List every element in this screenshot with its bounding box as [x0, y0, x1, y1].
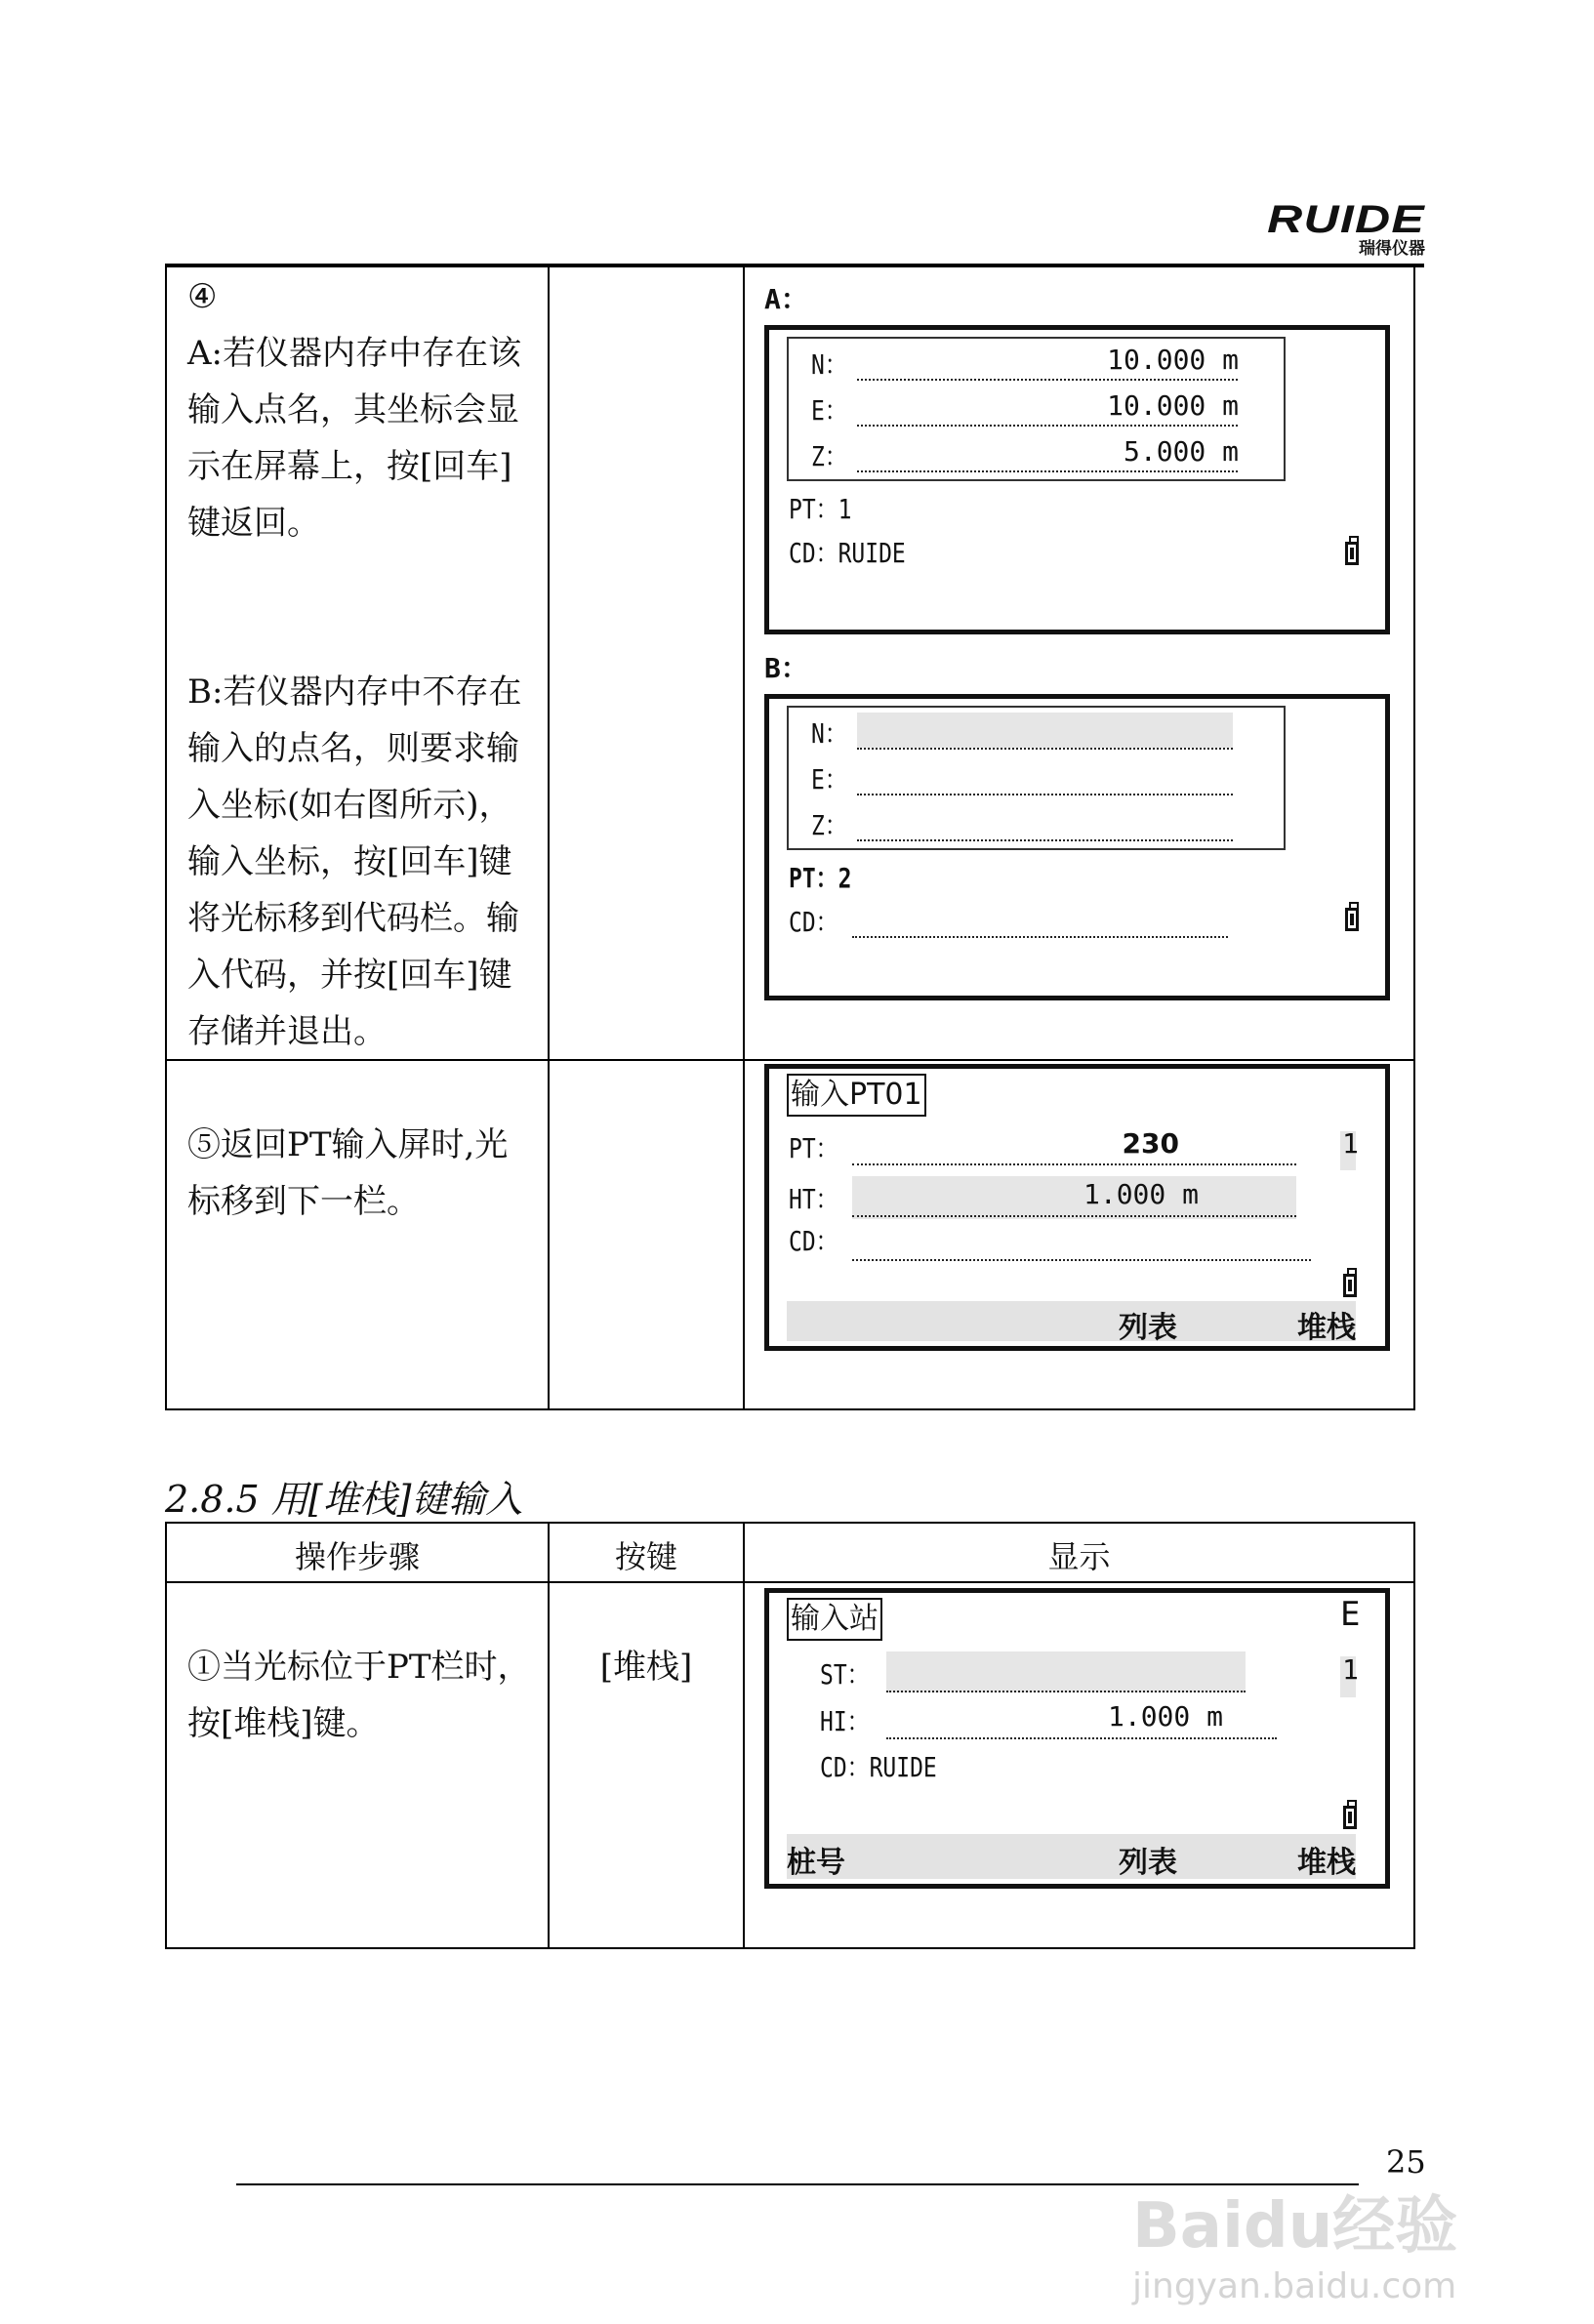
text-line: 入代码，并按[回车]键: [187, 956, 512, 995]
divider: [165, 265, 167, 1409]
field-underline: [857, 470, 1238, 472]
text-line: 标移到下一栏。: [187, 1182, 420, 1221]
text-line: ①当光标位于PT栏时，: [187, 1648, 531, 1687]
ht-label: HT：: [789, 1183, 838, 1215]
softkey-stake[interactable]: 桩号: [787, 1846, 845, 1880]
logo-brand: RUIDE: [1267, 198, 1425, 241]
text-line: ④: [187, 277, 218, 316]
step-4a-text: [187, 268, 539, 551]
softkey-bar: [787, 1834, 1356, 1879]
divider: [1413, 1523, 1415, 1948]
baidu-watermark: Baidu经验: [1132, 2190, 1458, 2263]
pt-row: PT：1: [789, 493, 852, 525]
cd-row: CD：RUIDE: [820, 1751, 937, 1783]
n-input[interactable]: [857, 748, 1233, 750]
ht-input[interactable]: [852, 1215, 1296, 1217]
hi-input[interactable]: [886, 1737, 1277, 1739]
cursor-highlight: [857, 713, 1233, 748]
hi-label: HI：: [820, 1705, 870, 1737]
screen-title: 输入站: [787, 1598, 882, 1641]
pt-input[interactable]: [852, 1163, 1296, 1165]
divider: [165, 1408, 1415, 1410]
text-line: A:若仪器内存中存在该: [187, 334, 522, 373]
divider: [165, 1947, 1415, 1949]
section-heading: 2.8.5 用[堆栈]键输入: [165, 1478, 523, 1521]
text-line: ⑤返回PT输入屏时,光: [187, 1125, 509, 1164]
page-indicator: 1: [1342, 1127, 1359, 1160]
z-label: Z：: [811, 440, 847, 472]
pt-row: PT：2: [789, 862, 852, 894]
divider: [548, 265, 550, 1409]
screen-b: [764, 694, 1390, 1000]
page-number: 25: [1386, 2143, 1426, 2181]
battery-icon: [1343, 1806, 1357, 1829]
cd-label: CD：: [789, 906, 838, 938]
header-rule: [165, 264, 1424, 267]
screen-title: 输入PT01: [787, 1074, 926, 1117]
step-4b-text: [187, 664, 539, 1060]
text-line: 输入的点名，则要求输: [187, 729, 519, 768]
e-label: E：: [811, 394, 847, 427]
screen-pt-input: [764, 1064, 1390, 1351]
footer-rule: [236, 2183, 1359, 2185]
watermark-url: jingyan.baidu.com: [1132, 2266, 1457, 2306]
column-header-key: 按键: [614, 1538, 677, 1575]
divider: [743, 265, 745, 1409]
divider: [548, 1523, 550, 1948]
st-input[interactable]: [886, 1691, 1246, 1692]
z-label: Z：: [811, 809, 847, 841]
softkey-list[interactable]: 列表: [1119, 1846, 1177, 1880]
battery-icon: [1343, 1274, 1357, 1297]
field-underline: [857, 425, 1238, 427]
cd-row: CD：RUIDE: [789, 537, 906, 569]
st-label: ST：: [820, 1658, 870, 1691]
divider: [165, 1522, 1415, 1524]
step-1-text: [187, 1639, 539, 1752]
mode-e-icon: E: [1340, 1595, 1361, 1634]
text-line: 将光标移到代码栏。输: [187, 899, 519, 938]
text-line: 输入点名，其坐标会显: [187, 390, 519, 429]
column-header-steps: 操作步骤: [294, 1538, 420, 1575]
hi-value: 1.000 m: [1107, 1700, 1223, 1733]
n-label: N：: [811, 717, 847, 750]
step-5-text: [187, 1117, 539, 1230]
column-header-display: 显示: [1047, 1538, 1111, 1575]
cd-input[interactable]: [852, 1259, 1311, 1261]
cursor-highlight: [886, 1651, 1246, 1692]
e-input[interactable]: [857, 794, 1233, 795]
battery-icon: [1345, 908, 1359, 931]
z-input[interactable]: [857, 839, 1233, 841]
key-stack: [堆栈]: [599, 1648, 693, 1687]
pt-value: 230: [1122, 1127, 1179, 1160]
divider: [165, 1523, 167, 1948]
text-line: 按[堆栈]键。: [187, 1704, 380, 1743]
text-line: 入坐标(如右图所示)，: [187, 786, 512, 825]
divider: [743, 1523, 745, 1948]
softkey-list[interactable]: 列表: [1119, 1311, 1177, 1345]
ruide-logo: [1269, 200, 1425, 259]
screen-station-input: [764, 1588, 1390, 1889]
text-line: 输入坐标，按[回车]键: [187, 842, 512, 881]
softkey-bar: [787, 1301, 1356, 1345]
softkey-stack[interactable]: 堆栈: [1297, 1311, 1356, 1345]
screen-a-label: A：: [764, 283, 808, 315]
text-line: 键返回。: [187, 504, 320, 543]
ht-value: 1.000 m: [1083, 1178, 1199, 1210]
screen-a: [764, 325, 1390, 634]
pt-label: PT：: [789, 1132, 838, 1164]
divider: [165, 1581, 1415, 1583]
battery-icon: [1345, 542, 1359, 565]
screen-b-label: B：: [764, 652, 808, 684]
text-line: 存储并退出。: [187, 1012, 387, 1051]
divider: [1413, 265, 1415, 1409]
text-line: B:若仪器内存中不存在: [187, 673, 522, 712]
n-value: 10.000 m: [1107, 344, 1239, 376]
cd-label: CD：: [789, 1225, 838, 1257]
n-label: N：: [811, 348, 847, 381]
cd-input[interactable]: [852, 936, 1228, 938]
e-label: E：: [811, 763, 847, 795]
page-indicator: 1: [1342, 1653, 1359, 1686]
text-line: 示在屏幕上，按[回车]: [187, 447, 512, 486]
field-underline: [857, 379, 1238, 381]
z-value: 5.000 m: [1123, 435, 1239, 468]
logo-cn: 瑞得仪器: [1359, 239, 1425, 259]
e-value: 10.000 m: [1107, 389, 1239, 422]
softkey-stack[interactable]: 堆栈: [1297, 1846, 1356, 1880]
